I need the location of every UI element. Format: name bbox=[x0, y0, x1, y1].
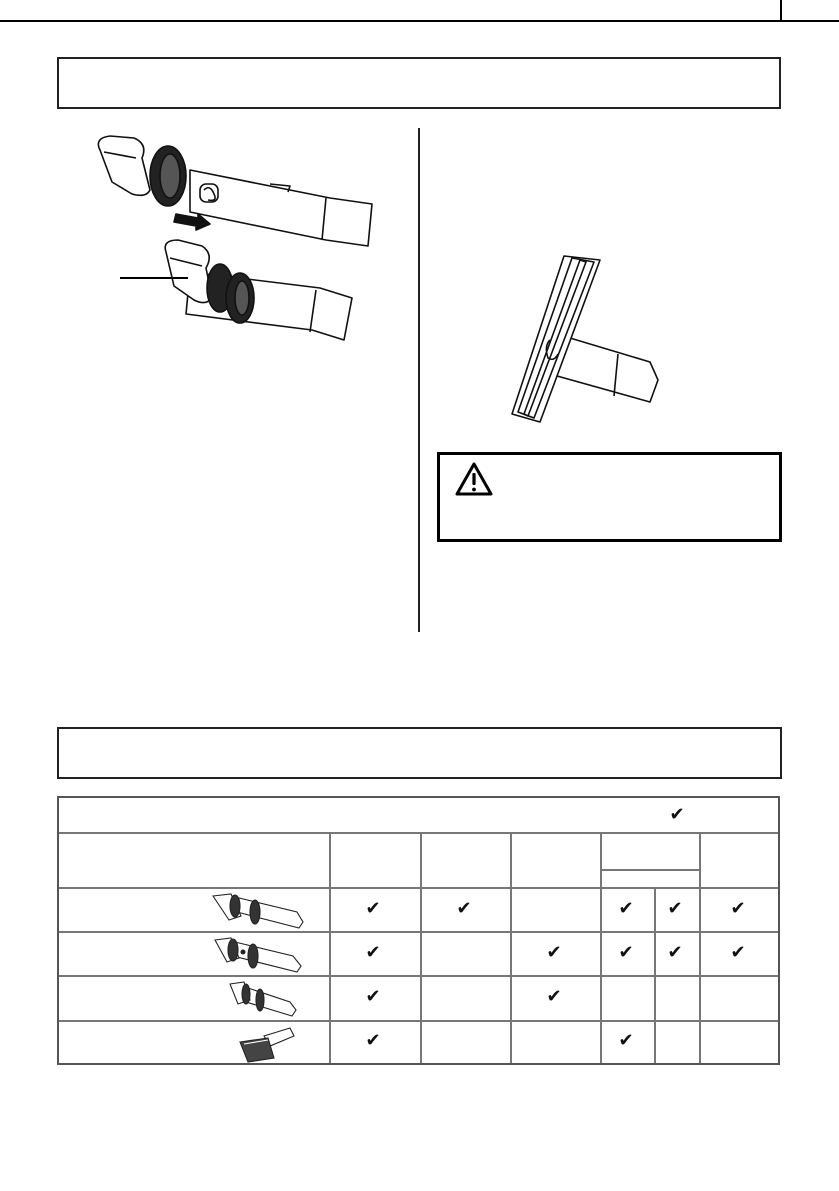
table-rule bbox=[420, 832, 422, 1063]
compatibility-table bbox=[57, 796, 780, 1065]
bottom-section-title-box bbox=[57, 727, 782, 779]
table-rule bbox=[600, 832, 602, 1063]
check-mark-r2-c5 bbox=[665, 943, 685, 963]
table-rule bbox=[59, 975, 778, 977]
check-mark-r1-c5 bbox=[665, 899, 685, 919]
check-mark-r2-c1 bbox=[363, 943, 383, 963]
dusting-brush-attachment-icon bbox=[209, 934, 309, 974]
small-brush-attachment-icon bbox=[224, 978, 304, 1018]
check-mark-r1-c6 bbox=[728, 899, 748, 919]
warning-box bbox=[437, 452, 782, 542]
wide-floor-nozzle-icon bbox=[500, 250, 670, 430]
table-rule bbox=[654, 887, 656, 1063]
check-mark-r1-c1 bbox=[363, 899, 383, 919]
table-rule bbox=[59, 1020, 778, 1022]
table-rule bbox=[510, 832, 512, 1063]
crevice-brush-attachment-icon bbox=[209, 890, 309, 930]
column-divider bbox=[418, 128, 420, 632]
top-rule-tick bbox=[780, 0, 782, 21]
check-mark-r2-c3 bbox=[544, 943, 564, 963]
check-mark-r3-c3 bbox=[544, 987, 564, 1007]
check-mark-r2-c6 bbox=[728, 943, 748, 963]
check-mark-r2-c4 bbox=[616, 943, 636, 963]
check-mark-r1-c2 bbox=[454, 899, 474, 919]
check-mark-r1-c4 bbox=[616, 899, 636, 919]
warning-triangle-icon bbox=[454, 461, 494, 497]
table-rule bbox=[699, 832, 701, 1063]
table-rule bbox=[329, 832, 331, 1063]
top-section-title-box bbox=[57, 57, 781, 109]
top-rule bbox=[0, 20, 839, 22]
table-rule bbox=[601, 869, 699, 871]
brush-attachment-assembly-icon bbox=[90, 128, 390, 368]
table-rule bbox=[59, 832, 778, 834]
table-rule bbox=[59, 887, 778, 889]
check-mark-r3-c1 bbox=[363, 987, 383, 1007]
legend-check-icon bbox=[667, 805, 687, 825]
table-rule bbox=[59, 931, 778, 933]
check-mark-r4-c4 bbox=[616, 1031, 636, 1051]
callout-leader-line bbox=[120, 277, 188, 279]
check-mark-r4-c1 bbox=[363, 1031, 383, 1051]
upholstery-tool-icon bbox=[234, 1022, 304, 1064]
